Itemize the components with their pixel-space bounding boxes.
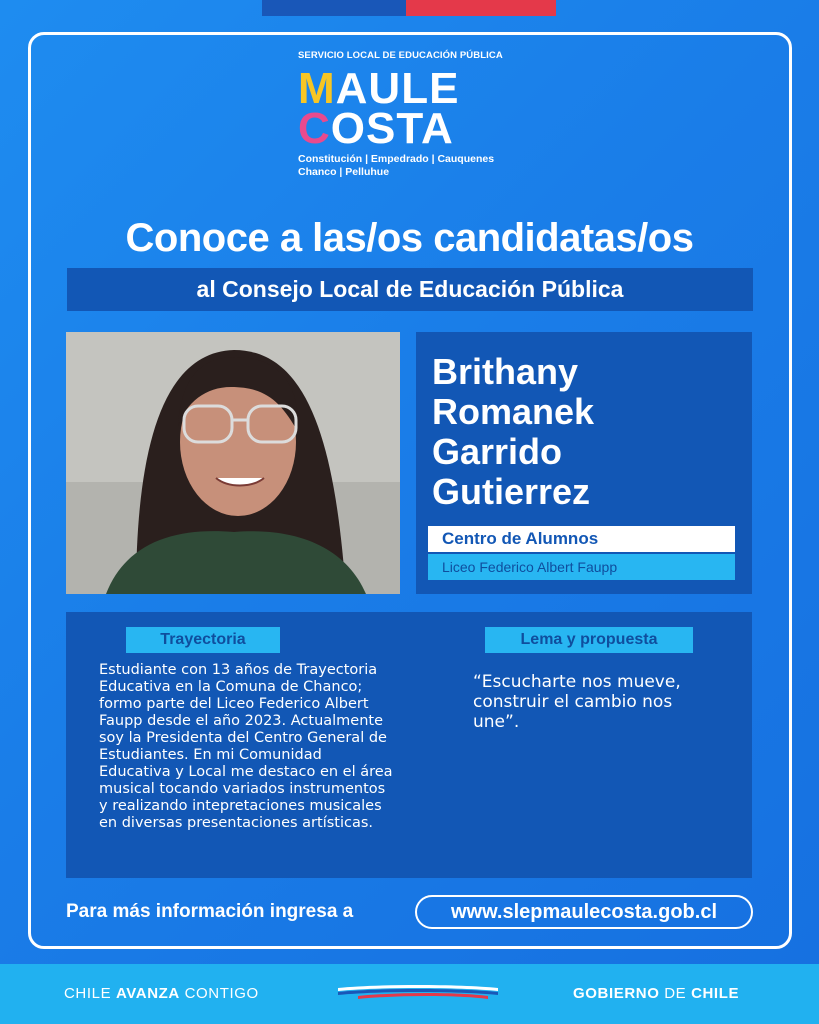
footer-slogan: CHILE AVANZA CONTIGO <box>64 985 259 1002</box>
trajectory-line: Estudiante con 13 años de Trayectoria <box>99 662 378 678</box>
candidate-name <box>432 352 742 512</box>
page-subheadline: al Consejo Local de Educación Pública <box>67 268 753 311</box>
trajectory-line: Estudiantes. En mi Comunidad <box>99 747 322 763</box>
trajectory-text <box>99 662 439 832</box>
logo-communes-line-2: Chanco | Pelluhue <box>298 166 390 178</box>
candidate-photo <box>66 332 400 594</box>
trajectory-line: y realizando intepretaciones musicales <box>99 798 382 814</box>
candidate-info-card <box>66 612 752 878</box>
top-flag-blue-stripe <box>262 0 406 16</box>
trajectory-line: Faupp desde el año 2023. Actualmente <box>99 713 384 729</box>
candidate-name-line: Gutierrez <box>432 471 591 512</box>
trajectory-line: soy la Presidenta del Centro General de <box>99 730 387 746</box>
trajectory-line: Educativa en la Comuna de Chanco; <box>99 679 363 695</box>
logo-word-costa: COSTA <box>298 104 454 153</box>
logo-communes-line-1: Constitución | Empedrado | Cauquenes <box>298 153 495 165</box>
top-flag-red-stripe <box>406 0 556 16</box>
candidate-role: Centro de Alumnos <box>428 526 735 552</box>
logo-service-name: SERVICIO LOCAL DE EDUCACIÓN PÚBLICA <box>298 50 503 61</box>
more-info-text: Para más información ingresa a <box>66 901 354 922</box>
trajectory-line: Educativa y Local me destaco en el área <box>99 764 393 780</box>
page-headline: Conoce a las/os candidatas/os <box>125 216 694 260</box>
trajectory-line: en diversas presentaciones artísticas. <box>99 815 374 831</box>
flag-stripe-icon <box>338 984 498 1000</box>
motto-line: construir el cambio nos <box>473 692 673 712</box>
motto-line: une”. <box>473 712 520 732</box>
trajectory-line: formo parte del Liceo Federico Albert <box>99 696 369 712</box>
trajectory-line: musical tocando variados instrumentos <box>99 781 386 797</box>
footer-government: GOBIERNO DE CHILE <box>573 985 740 1002</box>
footer-bar <box>0 964 819 1024</box>
motto-text <box>473 672 743 732</box>
trajectory-label: Trayectoria <box>126 627 280 653</box>
motto-label: Lema y propuesta <box>485 627 693 653</box>
candidate-name-line: Garrido <box>432 431 563 472</box>
candidate-name-line: Brithany <box>432 351 579 392</box>
logo-word-maule: MAULE <box>298 64 460 113</box>
candidate-name-line: Romanek <box>432 391 595 432</box>
website-link[interactable]: www.slepmaulecosta.gob.cl <box>415 895 753 929</box>
motto-line: “Escucharte nos mueve, <box>473 672 681 692</box>
slep-logo <box>298 50 538 179</box>
candidate-school: Liceo Federico Albert Faupp <box>428 554 735 580</box>
candidate-name-card <box>416 332 752 594</box>
